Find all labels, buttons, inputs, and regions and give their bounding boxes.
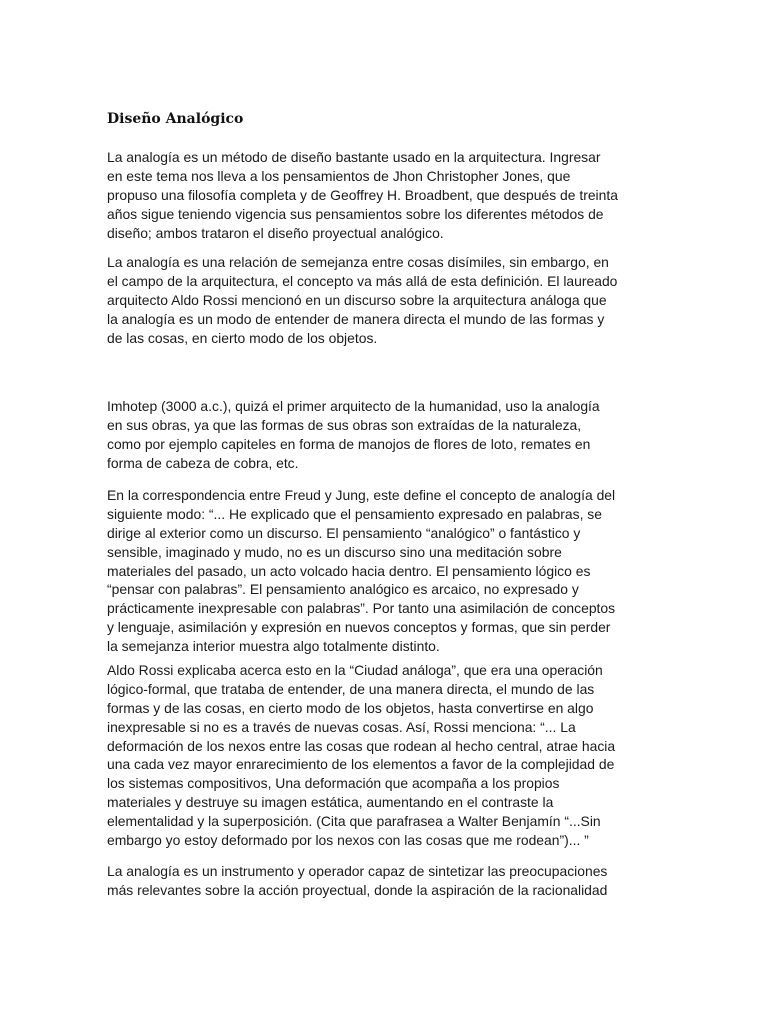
paragraph-line: una cada vez mayor enrarecimiento de los elementos a favor de la complejidad de <box>107 756 615 773</box>
paragraph-line: los sistemas compositivos, Una deformación que acompaña a los propios <box>107 775 560 792</box>
paragraph-line: años sigue teniendo vigencia sus pensamientos sobre los diferentes métodos de <box>107 205 604 222</box>
paragraph-line: siguiente modo: “... He explicado que el pensamiento expresado en palabras, se <box>107 505 602 522</box>
paragraph-line: en este tema nos lleva a los pensamientos de Jhon Christopher Jones, que <box>107 167 571 184</box>
paragraph-6 <box>107 862 661 900</box>
paragraph-line: sensible, imaginado y mudo, no es un discurso sino una meditación sobre <box>107 543 562 560</box>
paragraph-line: prácticamente inexpresable con palabras”. Por tanto una asimilación de conceptos <box>107 600 616 617</box>
paragraph-line: “pensar con palabras”. El pensamiento analógico es arcaico, no expresado y <box>107 581 579 598</box>
paragraph-1 <box>107 148 661 242</box>
paragraph-line: elementalidad y la superposición. (Cita que parafrasea a Walter Benjamín “...Sin <box>107 813 601 830</box>
paragraph-5 <box>107 661 661 850</box>
paragraph-4 <box>107 486 661 656</box>
paragraph-line: formas y de las cosas, en cierto modo de los objetos, hasta convertirse en algo <box>107 699 594 716</box>
paragraph-line: el campo de la arquitectura, el concepto va más allá de esta definición. El laureado <box>107 272 618 289</box>
paragraph-line: La analogía es un método de diseño bastante usado en la arquitectura. Ingresar <box>107 149 601 165</box>
paragraph-line: materiales y destruye su imagen estática, aumentando en el contraste la <box>107 794 554 811</box>
paragraph-line: como por ejemplo capiteles en forma de manojos de flores de loto, remates en <box>107 435 591 452</box>
paragraph-line: la semejanza interior muestra algo totalmente distinto. <box>107 638 440 655</box>
paragraph-line: de las cosas, en cierto modo de los objetos. <box>107 329 378 346</box>
paragraph-line: la analogía es un modo de entender de manera directa el mundo de las formas y <box>107 310 605 327</box>
paragraph-line: En la correspondencia entre Freud y Jung, este define el concepto de analogía del <box>107 487 616 503</box>
paragraph-line: La analogía es una relación de semejanza entre cosas disímiles, sin embargo, en <box>107 254 609 270</box>
paragraph-line: dirige al exterior como un discurso. El pensamiento “analógico” o fantástico y <box>107 524 581 541</box>
paragraph-line: Aldo Rossi explicaba acerca esto en la “Ciudad análoga”, que era una operación <box>107 662 603 678</box>
paragraph-line: deformación de los nexos entre las cosas que rodean al hecho central, atrae hacia <box>107 737 616 754</box>
paragraph-line: La analogía es un instrumento y operador capaz de sintetizar las preocupaciones <box>107 863 608 879</box>
paragraph-line: diseño; ambos trataron el diseño proyectual analógico. <box>107 224 444 241</box>
paragraph-line: embargo yo estoy deformado por los nexos con las cosas que me rodean”)... ” <box>107 832 589 849</box>
paragraph-line: más relevantes sobre la acción proyectual, donde la aspiración de la racionalidad <box>107 881 608 898</box>
paragraph-line: materiales del pasado, un acto volcado hacia dentro. El pensamiento lógico es <box>107 562 591 579</box>
paragraph-line: Imhotep (3000 a.c.), quizá el primer arquitecto de la humanidad, uso la analogía <box>107 398 600 414</box>
document-title: Diseño Analógico <box>107 111 244 127</box>
paragraph-line: propuso una filosofía completa y de Geoffrey H. Broadbent, que después de treinta <box>107 186 618 203</box>
paragraph-line: arquitecto Aldo Rossi mencionó en un discurso sobre la arquitectura análoga que <box>107 291 607 308</box>
paragraph-3 <box>107 397 661 473</box>
paragraph-line: lógico-formal, que trataba de entender, de una manera directa, el mundo de las <box>107 680 595 697</box>
paragraph-line: y lenguaje, asimilación y expresión en nuevos conceptos y formas, que sin perder <box>107 619 611 636</box>
paragraph-line: en sus obras, ya que las formas de sus obras son extraídas de la naturaleza, <box>107 416 582 433</box>
paragraph-line: inexpresable si no es a través de nuevas cosas. Así, Rossi menciona: “... La <box>107 718 576 735</box>
paragraph-2 <box>107 253 661 347</box>
paragraph-line: forma de cabeza de cobra, etc. <box>107 454 299 471</box>
